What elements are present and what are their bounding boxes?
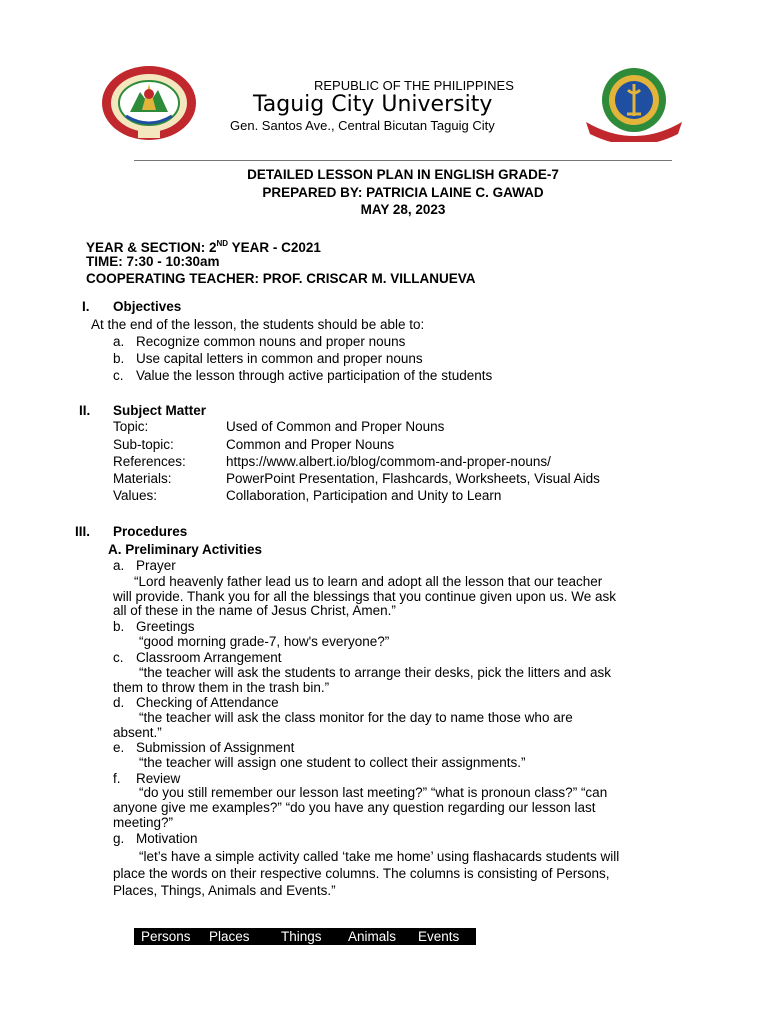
subject-matter-heading: Subject Matter bbox=[113, 403, 207, 418]
lesson-date: MAY 28, 2023 bbox=[360, 202, 446, 217]
category-columns-header bbox=[134, 928, 476, 945]
activity-label: Prayer bbox=[136, 558, 176, 573]
university-address: Gen. Santos Ave., Central Bicutan Taguig City bbox=[230, 118, 495, 133]
header-divider bbox=[134, 160, 672, 161]
republic-heading: REPUBLIC OF THE PHILIPPINES bbox=[314, 78, 514, 93]
preliminary-activities-heading: A. Preliminary Activities bbox=[108, 542, 263, 557]
objectives-intro: At the end of the lesson, the students should be able to: bbox=[91, 317, 425, 332]
category-things: Things bbox=[281, 929, 322, 944]
university-seal-logo bbox=[100, 64, 198, 142]
objectives-heading: Objectives bbox=[113, 299, 182, 314]
list-item: b. bbox=[113, 619, 125, 634]
objectives-numeral: I. bbox=[82, 299, 90, 314]
procedures-heading: Procedures bbox=[113, 524, 188, 539]
activity-label: Checking of Attendance bbox=[136, 695, 279, 710]
table-row: Materials: PowerPoint Presentation, Flashcards, Worksheets, Visual Aids bbox=[113, 471, 600, 486]
list-item: a. bbox=[113, 558, 125, 573]
activity-text: “Lord heavenly father lead us to learn and adopt all the lesson that our teacher bbox=[134, 574, 603, 589]
list-item: e. bbox=[113, 740, 125, 755]
list-item: g. bbox=[113, 831, 125, 846]
activity-text: Places, Things, Animals and Events.” bbox=[113, 883, 336, 898]
table-row: Topic: Used of Common and Proper Nouns bbox=[113, 419, 445, 434]
year-section: YEAR & SECTION: 2ND YEAR - C2021 bbox=[86, 239, 321, 255]
activity-text: will provide. Thank you for all the blessings that you continue given upon us. We ask bbox=[113, 589, 617, 604]
activity-text: all of these in the name of Jesus Christ, Amen.” bbox=[113, 603, 396, 618]
procedures-numeral: III. bbox=[75, 524, 91, 539]
list-item: c. bbox=[113, 650, 124, 665]
activity-text: them to throw them in the trash bin.” bbox=[113, 680, 330, 695]
activity-label: Submission of Assignment bbox=[136, 740, 295, 755]
list-item: f. bbox=[113, 771, 121, 786]
category-animals: Animals bbox=[348, 929, 397, 944]
activity-label: Review bbox=[136, 771, 181, 786]
list-item: d. bbox=[113, 695, 125, 710]
activity-text: anyone give me examples?” “do you have any question regarding our lesson last bbox=[113, 800, 596, 815]
lesson-time: TIME: 7:30 - 10:30am bbox=[86, 254, 220, 269]
activity-text: “do you still remember our lesson last meeting?” “what is pronoun class?” “can bbox=[139, 785, 608, 800]
activity-label: Greetings bbox=[136, 619, 195, 634]
category-events: Events bbox=[418, 929, 460, 944]
activity-text: “the teacher will ask the class monitor for the day to name those who are bbox=[139, 710, 573, 725]
activity-text: “the teacher will ask the students to arrange their desks, pick the litters and ask bbox=[139, 665, 611, 680]
table-row: References: https://www.albert.io/blog/commom-and-proper-nouns/ bbox=[113, 454, 551, 469]
subject-matter-numeral: II. bbox=[79, 403, 91, 418]
list-item: a. bbox=[113, 334, 125, 349]
college-seal-logo bbox=[578, 64, 690, 142]
prepared-by: PREPARED BY: PATRICIA LAINE C. GAWAD bbox=[262, 185, 544, 200]
activity-label: Classroom Arrangement bbox=[136, 650, 282, 665]
list-item: Recognize common nouns and proper nouns bbox=[136, 334, 406, 349]
activity-text: “good morning grade-7, how's everyone?” bbox=[139, 634, 390, 649]
cooperating-teacher: COOPERATING TEACHER: PROF. CRISCAR M. VILLANUEVA bbox=[86, 271, 476, 286]
table-row: Sub-topic: Common and Proper Nouns bbox=[113, 437, 395, 452]
lesson-plan-title: DETAILED LESSON PLAN IN ENGLISH GRADE-7 bbox=[247, 167, 559, 182]
category-persons: Persons bbox=[141, 929, 191, 944]
list-item: Value the lesson through active participation of the students bbox=[136, 368, 493, 383]
activity-text: “the teacher will assign one student to collect their assignments.” bbox=[139, 755, 526, 770]
activity-text: meeting?” bbox=[113, 815, 174, 830]
activity-text: place the words on their respective columns. The columns is consisting of Persons, bbox=[113, 866, 610, 881]
activity-text: absent.” bbox=[113, 725, 162, 740]
list-item: Use capital letters in common and proper nouns bbox=[136, 351, 423, 366]
table-row: Values: Collaboration, Participation and Unity to Learn bbox=[113, 488, 502, 503]
university-name: Taguig City University bbox=[253, 92, 493, 117]
activity-text: “let’s have a simple activity called ‘take me home’ using flashacards students will bbox=[139, 849, 620, 864]
activity-label: Motivation bbox=[136, 831, 198, 846]
list-item: b. bbox=[113, 351, 125, 366]
category-places: Places bbox=[209, 929, 250, 944]
list-item: c. bbox=[113, 368, 124, 383]
